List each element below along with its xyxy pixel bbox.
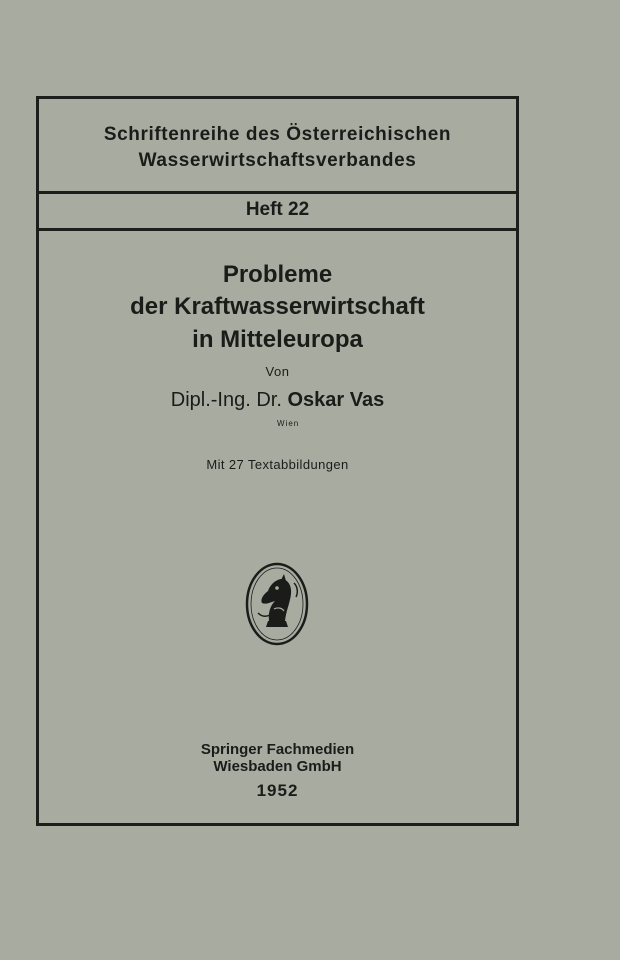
issue-number: Heft 22 <box>245 199 310 220</box>
publication-year: 1952 <box>256 781 299 800</box>
illustrations-note: Mit 27 Textabbildungen <box>206 457 349 472</box>
cover-frame <box>36 96 519 826</box>
series-title-line-2: Wasserwirtschaftsverbandes <box>138 150 417 171</box>
series-title-line-1: Schriftenreihe des Österreichischen <box>103 124 452 145</box>
book-title-line-2: der Kraftwasserwirtschaft <box>130 293 425 320</box>
book-title-line-3: in Mitteleuropa <box>192 326 363 353</box>
book-title-line-1: Probleme <box>222 261 333 288</box>
issue-box <box>39 194 516 231</box>
springer-knight-emblem-icon <box>244 561 310 647</box>
publisher-line-2: Wiesbaden GmbH <box>213 758 342 775</box>
series-header <box>39 99 516 194</box>
author-prefix: Dipl.-Ing. Dr. <box>170 389 282 411</box>
author-place: Wien <box>277 419 300 428</box>
by-label: Von <box>265 364 290 379</box>
publisher-line-1: Springer Fachmedien <box>200 741 355 758</box>
author-line <box>39 389 516 412</box>
author-name: Oskar Vas <box>287 389 385 411</box>
